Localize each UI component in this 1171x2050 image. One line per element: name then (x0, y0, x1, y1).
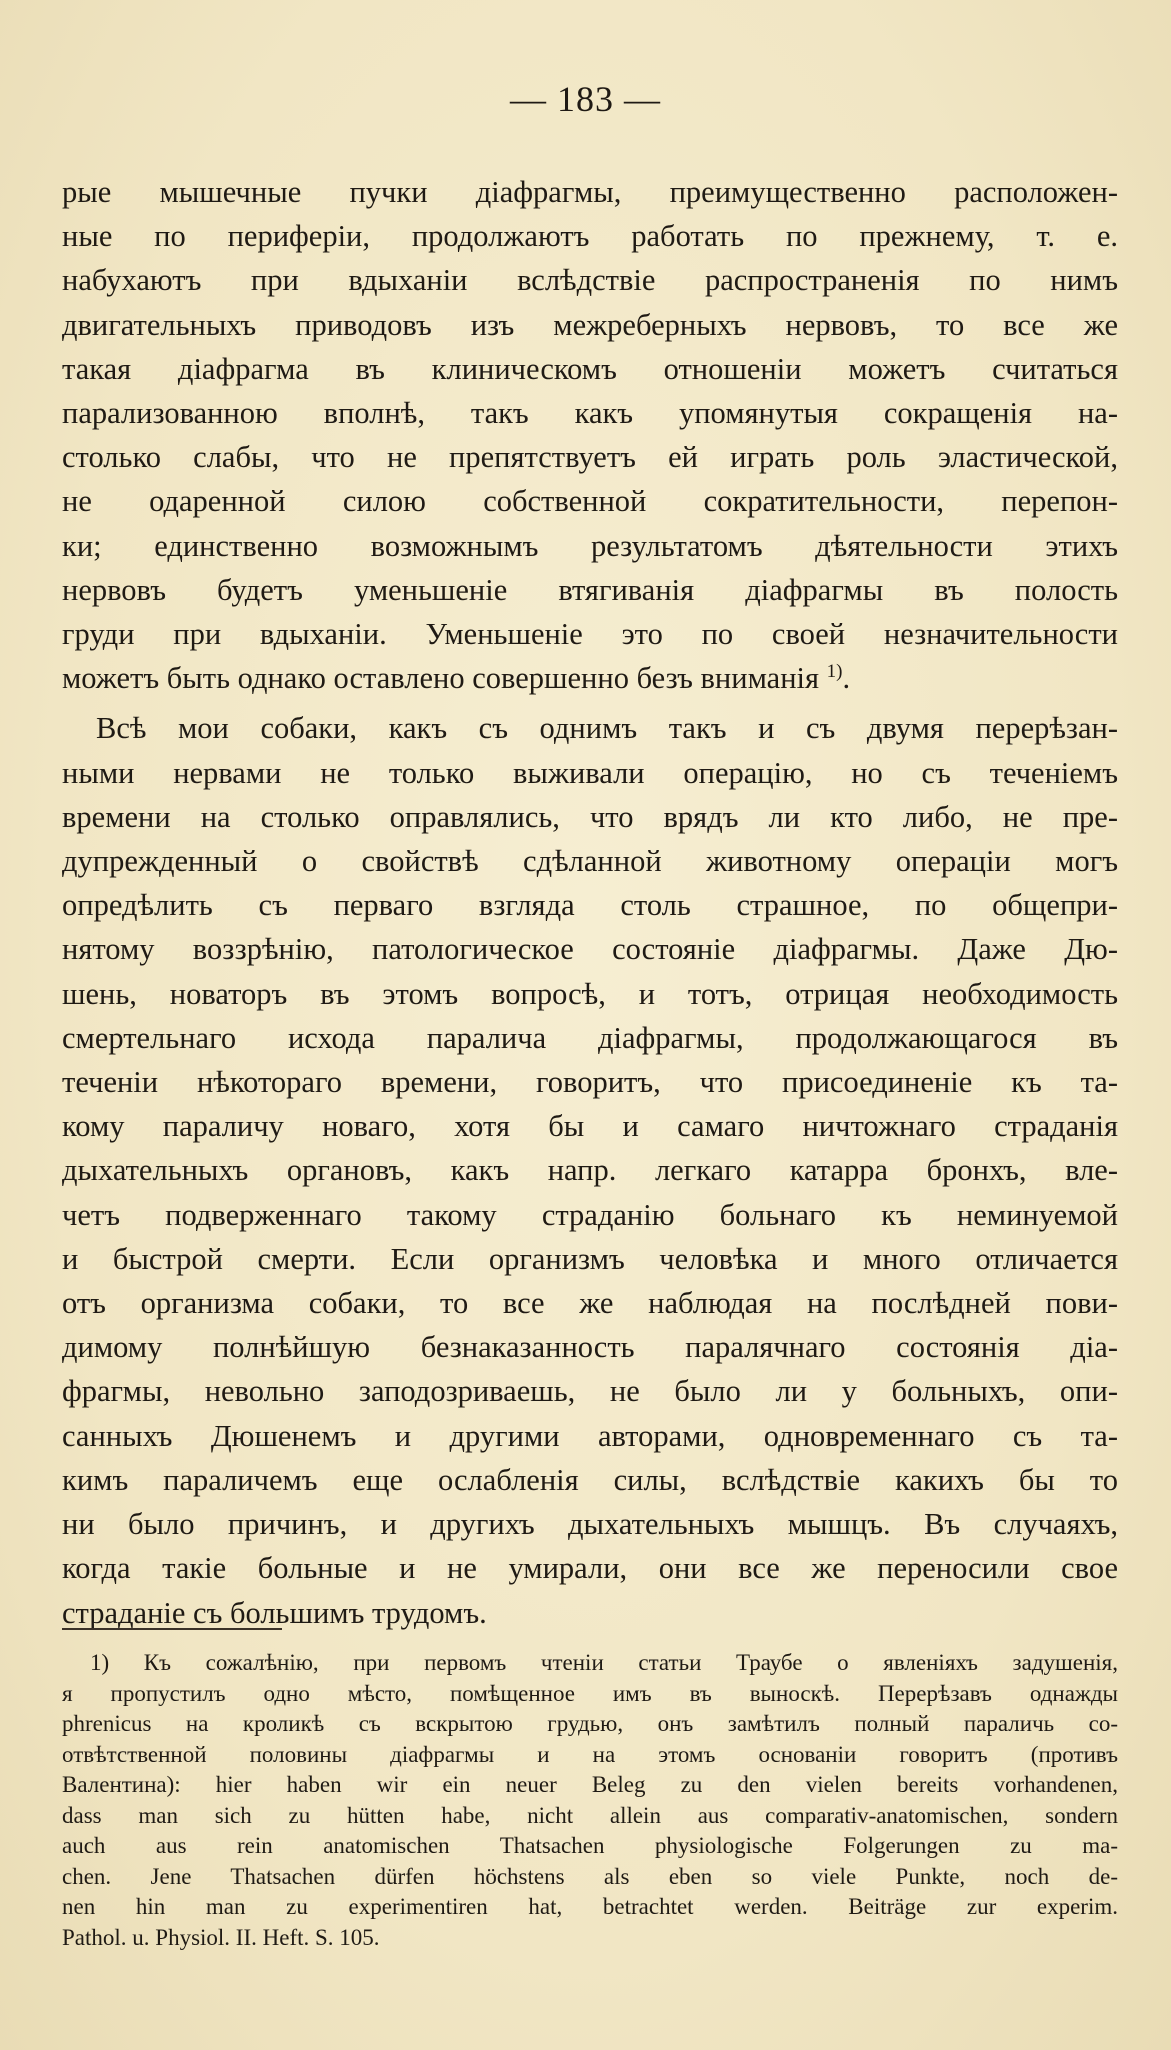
body-line-10: нервовъ будетъ уменьшеніе втягиванія діафрагмы въ полость (62, 572, 1118, 607)
footnote-line-4: отвѣтственной половины діафрагмы и на этомъ основаніи говоритъ (противъ (62, 1741, 1118, 1767)
footnote-reference: 1) (826, 661, 843, 683)
body-text (62, 170, 1118, 1635)
body-line-1: рые мышечные пучки діафрагмы, преимущественно расположен- (62, 175, 1118, 209)
footnote-line-3: phrenicus на кроликѣ съ вскрытою грудью, онъ замѣтилъ полный параличь со- (62, 1711, 1118, 1736)
body-line-30: кимъ параличемъ еще ослабленія силы, вслѣдствіе какихъ бы то (62, 1462, 1118, 1497)
body-line-20: смертельнаго исхода паралича діафрагмы, продолжающагося въ (62, 1020, 1118, 1055)
body-line-2: ные по периферіи, продолжаютъ работать по прежнему, т. е. (62, 219, 1118, 254)
footnote-line-8: chen. Jene Thatsachen dürfen höchstens als eben so viele Punkte, noch de- (62, 1863, 1118, 1889)
footnote-line-9: nen hin man zu experimentiren hat, betrachtet werden. Beiträge zur experim. (62, 1894, 1118, 1919)
body-line-7: столько слабы, что не препятствуетъ ей играть роль эластической, (62, 440, 1118, 475)
body-line-25: и быстрой смерти. Если организмъ человѣка и много отличается (62, 1241, 1118, 1276)
body-line-27: димому полнѣйшую безнаказанность паралячнаго состоянія діа- (62, 1330, 1118, 1365)
body-line-8: не одаренной силою собственной сократительности, перепон- (62, 484, 1118, 519)
body-line-23: дыхательныхъ органовъ, какъ напр. легкаго катарра бронхъ, вле- (62, 1153, 1118, 1188)
body-line-32: когда такіе больные и не умирали, они все же переносили свое (62, 1551, 1118, 1586)
body-line-11: груди при вдыханіи. Уменьшеніе это по своей незначительности (62, 617, 1118, 652)
body-line-14: ными нервами не только выживали операцію, но съ теченіемъ (62, 755, 1118, 790)
footnote-line-2: я пропустилъ одно мѣсто, помѣщенное имъ въ выноскѣ. Перерѣзавъ однажды (62, 1680, 1118, 1706)
body-line-26: отъ организма собаки, то все же наблюдая на послѣдней пови- (62, 1286, 1118, 1321)
body-line-9: ки; единственно возможнымъ результатомъ дѣятельности этихъ (62, 528, 1118, 563)
footnote-line-5: Валентина): hier haben wir ein neuer Beleg zu den vielen bereits vorhandenen, (62, 1772, 1118, 1797)
body-line-6: парализованною вполнѣ, такъ какъ упомянутыя сокращенія на- (62, 396, 1118, 431)
body-line-15: времени на столько оправлялись, что врядъ ли кто либо, не пре- (62, 799, 1118, 834)
body-line-22: кому параличу новаго, хотя бы и самаго ничтожнаго страданія (62, 1109, 1118, 1144)
body-line-21: теченіи нѣкотораго времени, говоритъ, что присоединеніе къ та- (62, 1065, 1118, 1100)
footnote-line-1: 1) Къ сожалѣнію, при первомъ чтеніи статьи Траубе о явленіяхъ задушенія, (90, 1650, 1118, 1675)
body-line-19: шень, новаторъ въ этомъ вопросѣ, и тотъ, отрицая необходимость (62, 976, 1118, 1011)
body-line-16: дупрежденный о свойствѣ сдѣланной животному операціи могъ (62, 844, 1118, 879)
footnote-line-6: dass man sich zu hütten habe, nicht allein aus comparativ-anatomischen, sondern (62, 1802, 1118, 1828)
body-line-18: нятому воззрѣнію, патологическое состояніе діафрагмы. Даже Дю- (62, 932, 1118, 967)
footnote (62, 1648, 1118, 1953)
body-line-24: четъ подверженнаго такому страданію больнаго къ неминуемой (62, 1197, 1118, 1232)
body-line-4: двигательныхъ приводовъ изъ межреберныхъ нервовъ, то все же (62, 307, 1118, 342)
body-line-3: набухаютъ при вдыханіи вслѣдствіе распространенія по нимъ (62, 263, 1118, 298)
page-number: — 183 — (510, 79, 661, 119)
footnote-reference-suffix: . (842, 661, 851, 696)
body-line-28: фрагмы, невольно заподозриваешь, не было ли у больныхъ, опи- (62, 1374, 1118, 1409)
body-line-13: Всѣ мои собаки, какъ съ однимъ такъ и съ двумя перерѣзан- (96, 711, 1118, 746)
body-line-5: такая діафрагма въ клиническомъ отношеніи можетъ считаться (62, 351, 1118, 386)
body-line-31: ни было причинъ, и другихъ дыхательныхъ мышцъ. Въ случаяхъ, (62, 1507, 1118, 1542)
body-line-17: опредѣлить съ перваго взгляда столь страшное, по общепри- (62, 888, 1118, 923)
body-line-12-text: можетъ быть однако оставлено совершенно безъ вниманія (62, 661, 820, 696)
footnote-divider (62, 1628, 282, 1630)
footnote-line-10: Pathol. u. Physiol. II. Heft. S. 105. (62, 1924, 380, 1950)
body-line-12 (62, 656, 1118, 700)
body-line-33: страданіе съ большимъ трудомъ. (62, 1595, 487, 1630)
body-line-29: санныхъ Дюшенемъ и другими авторами, одновременнаго съ та- (62, 1418, 1118, 1453)
footnote-line-7: auch aus rein anatomischen Thatsachen physiologische Folgerungen zu ma- (62, 1833, 1118, 1858)
